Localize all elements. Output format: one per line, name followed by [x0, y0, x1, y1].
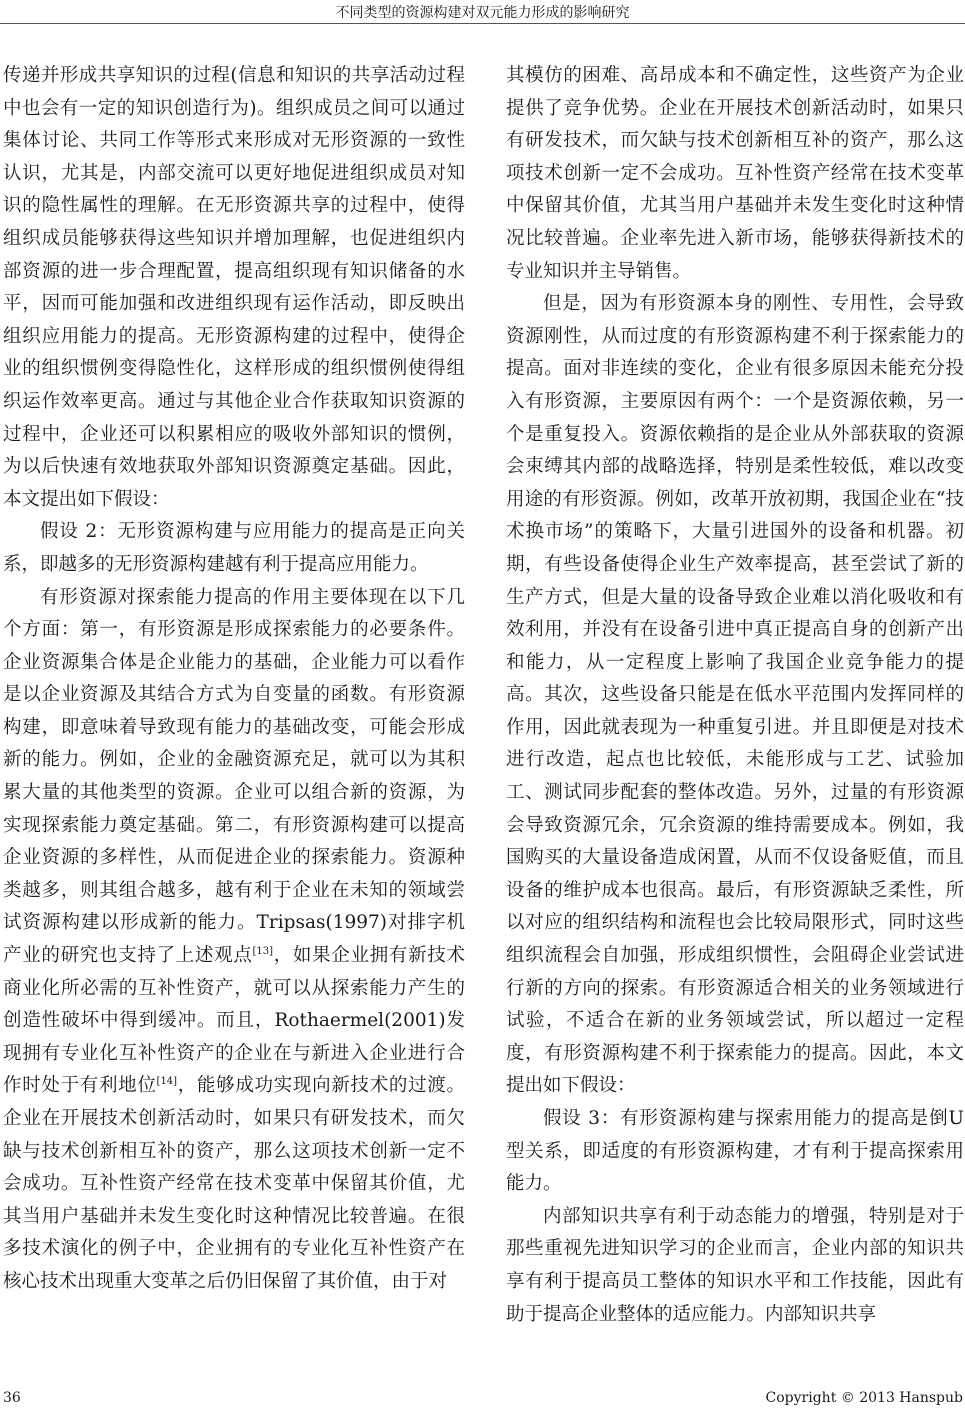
citation-14: [14]: [156, 1076, 178, 1088]
paragraph-text: ，如果企业拥有新技术商业化所必需的互补性资产，就可以从探索能力产生的创造性破坏中得到缓冲。而且，Rothaermel(2001)发现拥有专业化互补性资产的企业在与新进入企业进行合作时处于有利地位: [3, 945, 465, 1097]
paragraph-text: 有形资源对探索能力提高的作用主要体现在以下几个方面：第一，有形资源是形成探索能力的必要条件。企业资源集合体是企业能力的基础，企业能力可以看作是以企业资源及其结合方式为自变量的函数。有形资源构建，即意味着导致现有能力的基础改变，可能会形成新的能力。例如，企业的金融资源充足，就可以为其积累大量的其他类型的资源。企业可以组合新的资源，为实现探索能力奠定基础。第二，有形资源构建可以提高企业资源的多样性，从而促进企业的探索能力。资源种类越多，则其组合越多，越有利于企业在未知的领域尝试资源构建以形成新的能力。Tripsas(1997)对排字机产业的研究也支持了上述观点: [3, 586, 465, 967]
left-column: [3, 60, 465, 1299]
copyright-notice: Copyright © 2013 Hanspub: [765, 1390, 963, 1406]
paragraph: 其模仿的困难、高昂成本和不确定性，这些资产为企业提供了竞争优势。企业在开展技术创新活动时，如果只有研发技术，而欠缺与技术创新相互补的资产，那么这项技术创新一定不会成功。互补性资产经常在技术变革中保留其价值，尤其当用户基础并未发生变化时这种情况比较普遍。企业率先进入新市场，能够获得新技术的专业知识并主导销售。: [506, 65, 964, 282]
page-number: 36: [3, 1390, 21, 1406]
paragraph: 内部知识共享有利于动态能力的增强，特别是对于那些重视先进知识学习的企业而言，企业内部的知识共享有利于提高员工整体的知识水平和工作技能，因此有助于提高企业整体的适应能力。内部知识共享: [506, 1205, 964, 1325]
citation-13: [13]: [252, 945, 274, 957]
hypothesis-3: 假设 3：有形资源构建与探索用能力的提高是倒U 型关系，即适度的有形资源构建，才有利于提高探索用能力。: [506, 1108, 964, 1195]
hypothesis-2: 假设 2：无形资源构建与应用能力的提高是正向关系，即越多的无形资源构建越有利于提高应用能力。: [3, 521, 465, 575]
header-rule: [0, 23, 965, 24]
paragraph: 但是，因为有形资源本身的刚性、专用性，会导致资源刚性，从而过度的有形资源构建不利于探索能力的提高。面对非连续的变化，企业有很多原因未能充分投入有形资源，主要原因有两个：一个是资源依赖，另一个是重复投入。资源依赖指的是企业从外部获取的资源会束缚其内部的战略选择，特别是柔性较低，难以改变用途的有形资源。例如，改革开放初期，我国企业在“技术换市场”的策略下，大量引进国外的设备和机器。初期，有些设备使得企业生产效率提高，甚至尝试了新的生产方式，但是大量的设备导致企业难以消化吸收和有效利用，并没有在设备引进中真正提高自身的创新产出和能力，从一定程度上影响了我国企业竞争能力的提高。其次，这些设备只能是在低水平范围内发挥同样的作用，因此就表现为一种重复引进。并且即便是对技术进行改造，起点也比较低，未能形成与工艺、试验加工、测试同步配套的整体改造。另外，过量的有形资源会导致资源冗余，冗余资源的维持需要成本。例如，我国购买的大量设备造成闲置，从而不仅设备贬值，而且设备的维护成本也很高。最后，有形资源缺乏柔性，所以对应的组织结构和流程也会比较局限形式，同时这些组织流程会自加强，形成组织惯性，会阻碍企业尝试进行新的方向的探索。有形资源适合相关的业务领域进行试验，不适合在新的业务领域尝试，所以超过一定程度，有形资源构建不利于探索能力的提高。因此，本文提出如下假设：: [506, 293, 964, 1097]
paragraph: 传递并形成共享知识的过程(信息和知识的共享活动过程中也会有一定的知识创造行为)。组织成员之间可以通过集体讨论、共同工作等形式来形成对无形资源的一致性认识，尤其是，内部交流可以更好地促进组织成员对知识的隐性属性的理解。在无形资源共享的过程中，使得组织成员能够获得这些知识并增加理解，也促进组织内部资源的进一步合理配置，提高组织现有知识储备的水平，因而可能加强和改进组织现有运作活动，即反映出组织应用能力的提高。无形资源构建的过程中，使得企业的组织惯例变得隐性化，这样形成的组织惯例使得组织运作效率更高。通过与其他企业合作获取知识资源的过程中，企业还可以积累相应的吸收外部知识的惯例，为以后快速有效地获取外部知识资源奠定基础。因此，本文提出如下假设：: [3, 65, 465, 510]
running-title: 不同类型的资源构建对双元能力形成的影响研究: [335, 5, 630, 21]
paragraph: [3, 582, 465, 1299]
right-column: [506, 60, 964, 1331]
page-header: [0, 0, 965, 30]
paragraph-text: ，能够成功实现向新技术的过渡。企业在开展技术创新活动时，如果只有研发技术，而欠缺与技术创新相互补的资产，那么这项技术创新一定不会成功。互补性资产经常在技术变革中保留其价值，尤其当用户基础并未发生变化时这种情况比较普遍。在很多技术演化的例子中，企业拥有的专业化互补性资产在核心技术出现重大变革之后仍旧保留了其价值，由于对: [3, 1075, 465, 1292]
